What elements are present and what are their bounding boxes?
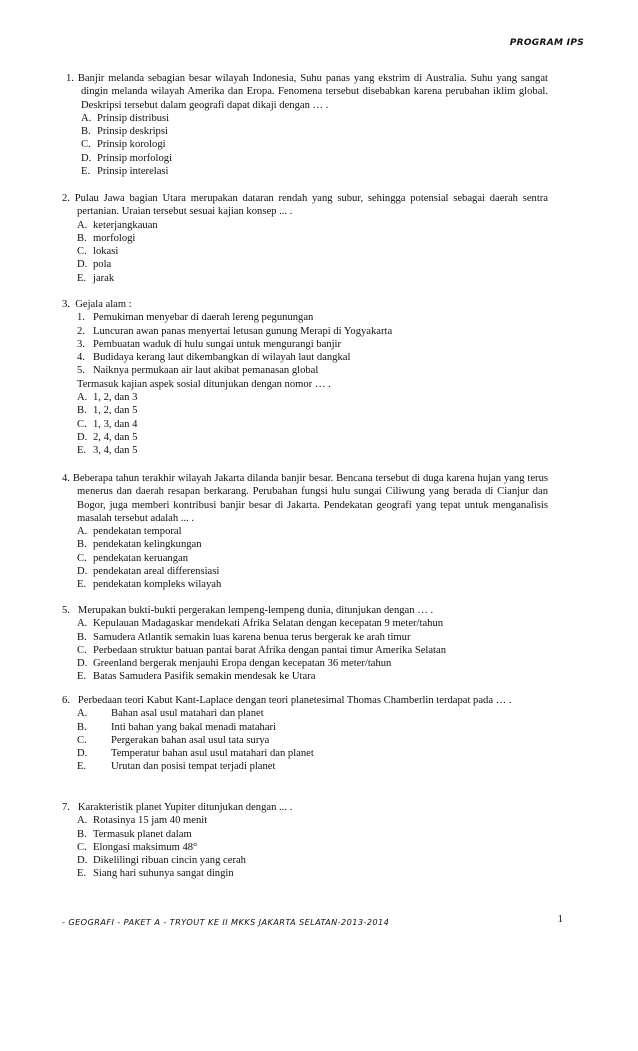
option bbox=[62, 552, 548, 565]
list-item bbox=[62, 338, 548, 351]
question-text: Beberapa tahun terakhir wilayah Jakarta dilanda banjir besar. Bencana tersebut di duga karena hujan yang terus menerus dan daerah resapan berkarang. Perubahan fungsi hulu sungai Ciliwung yang berada di Cianjur dan Bogor, juga memberi kontribusi banjir besar di Jakarta. Pendekatan geografi yang tepat untuk menganalisis masalah tersebut adalah ... . bbox=[72, 473, 548, 524]
option bbox=[62, 747, 548, 760]
option-text: pendekatan keruangan bbox=[93, 552, 189, 564]
option-text: 3, 4, dan 5 bbox=[93, 445, 138, 457]
option-letter: C. bbox=[77, 246, 87, 258]
option bbox=[66, 125, 548, 138]
option-text: Prinsip korologi bbox=[97, 139, 166, 151]
item-text: Pemukiman menyebar di daerah lereng pegunungan bbox=[93, 312, 314, 324]
option-text: Prinsip morfologi bbox=[97, 152, 173, 164]
question-number: 5. bbox=[62, 605, 70, 616]
question-4 bbox=[62, 472, 548, 592]
option-letter: A. bbox=[77, 219, 88, 231]
question-number: 6. bbox=[62, 695, 70, 706]
question-stem bbox=[62, 192, 548, 219]
option-letter: C. bbox=[77, 734, 87, 746]
option-text: Dikelilingi ribuan cincin yang cerah bbox=[93, 855, 246, 867]
list-item bbox=[62, 311, 548, 324]
option-text: Bahan asal usul matahari dan planet bbox=[111, 708, 264, 720]
option-letter: A. bbox=[77, 526, 88, 538]
option-text: Prinsip interelasi bbox=[97, 166, 169, 178]
item-text: Budidaya kerang laut dikembangkan di wilayah laut dangkal bbox=[93, 352, 351, 364]
option-letter: A. bbox=[81, 112, 92, 124]
option-text: Inti bahan yang bakal menadi matahari bbox=[111, 721, 277, 733]
option-text: Prinsip distribusi bbox=[97, 112, 170, 124]
option bbox=[62, 538, 548, 551]
option bbox=[62, 272, 548, 285]
option-text: Batas Samudera Pasifik semakin mendesak ke Utara bbox=[93, 671, 316, 683]
option bbox=[66, 112, 548, 125]
option bbox=[62, 867, 548, 880]
item-number: 5. bbox=[77, 365, 85, 377]
option bbox=[62, 644, 548, 657]
option bbox=[62, 707, 548, 720]
option bbox=[66, 165, 548, 178]
option bbox=[62, 565, 548, 578]
option bbox=[62, 418, 548, 431]
option-text: Temperatur bahan asul usul matahari dan planet bbox=[111, 748, 314, 760]
question-stem bbox=[62, 694, 548, 707]
item-number: 2. bbox=[77, 325, 85, 337]
option bbox=[62, 854, 548, 867]
option bbox=[62, 444, 548, 457]
option-text: Pergerakan bahan asal usul tata surya bbox=[111, 734, 270, 746]
option-text: jarak bbox=[93, 272, 115, 284]
option-letter: B. bbox=[77, 232, 87, 244]
option-text: pendekatan temporal bbox=[93, 526, 182, 538]
option-letter: D. bbox=[77, 431, 88, 443]
question-stem bbox=[62, 604, 548, 617]
question-1 bbox=[66, 72, 548, 178]
option bbox=[62, 219, 548, 232]
option-letter: B. bbox=[77, 405, 87, 417]
option bbox=[62, 404, 548, 417]
option-text: 1, 2, dan 3 bbox=[93, 392, 138, 404]
option bbox=[62, 617, 548, 630]
option bbox=[62, 657, 548, 670]
question-number: 4. bbox=[62, 473, 70, 484]
question-number: 3. bbox=[62, 299, 70, 310]
option-text: pendekatan kompleks wilayah bbox=[93, 579, 222, 591]
option-letter: C. bbox=[77, 418, 87, 430]
option bbox=[62, 721, 548, 734]
option-letter: D. bbox=[77, 855, 88, 867]
question-text: Perbedaan teori Kabut Kant-Laplace dengan teori planetesimal Thomas Chamberlin terdapat pada … . bbox=[77, 695, 512, 706]
item-number: 4. bbox=[77, 352, 85, 364]
option-text: pola bbox=[93, 259, 112, 271]
item-text: Pembuatan waduk di hulu sungai untuk mengurangi banjir bbox=[93, 338, 342, 350]
option-text: morfologi bbox=[93, 232, 136, 244]
option bbox=[62, 828, 548, 841]
option-text: 1, 3, dan 4 bbox=[93, 418, 138, 430]
option-text: pendekatan kelingkungan bbox=[93, 539, 202, 551]
option bbox=[62, 525, 548, 538]
question-text: Banjir melanda sebagian besar wilayah Indonesia, Suhu panas yang ekstrim di Australia. Suhu yang sangat dingin melanda wilayah Amerika dan Eropa. Fenomena tersebut disebabkan karena perubahan iklim global. Deskripsi tersebut dalam geografi dapat dikaji dengan … . bbox=[77, 73, 548, 111]
option-text: Rotasinya 15 jam 40 menit bbox=[93, 815, 208, 827]
option-text: keterjangkauan bbox=[93, 219, 158, 231]
option-text: 1, 2, dan 5 bbox=[93, 405, 138, 417]
option-letter: E. bbox=[77, 671, 87, 683]
option-letter: C. bbox=[81, 139, 91, 151]
option-text: Elongasi maksimum 48° bbox=[93, 841, 198, 853]
option-letter: D. bbox=[77, 259, 88, 271]
option bbox=[62, 670, 548, 683]
option-text: Termasuk planet dalam bbox=[93, 828, 192, 840]
option-letter: C. bbox=[77, 644, 87, 656]
option-letter: C. bbox=[77, 552, 87, 564]
option-text: lokasi bbox=[93, 246, 119, 258]
question-text: Karakteristik planet Yupiter ditunjukan dengan ... . bbox=[77, 802, 293, 813]
option-letter: D. bbox=[77, 566, 88, 578]
option-letter: E. bbox=[77, 868, 87, 880]
question-tail: Termasuk kajian aspek sosial ditunjukan dengan nomor … . bbox=[77, 378, 331, 390]
question-7 bbox=[62, 801, 548, 881]
question-text: Gejala alam : bbox=[75, 299, 132, 310]
question-5 bbox=[62, 604, 548, 684]
question-2 bbox=[62, 192, 548, 285]
option bbox=[66, 152, 548, 165]
option-letter: D. bbox=[77, 748, 88, 760]
option bbox=[62, 431, 548, 444]
question-stem bbox=[62, 298, 548, 311]
option-letter: A. bbox=[77, 618, 88, 630]
option-letter: E. bbox=[81, 166, 91, 178]
list-item bbox=[62, 351, 548, 364]
page-number: 1 bbox=[557, 913, 563, 925]
option bbox=[62, 760, 548, 773]
item-number: 3. bbox=[77, 338, 85, 350]
question-stem bbox=[66, 72, 548, 112]
option-letter: A. bbox=[77, 815, 88, 827]
option bbox=[62, 734, 548, 747]
option bbox=[62, 391, 548, 404]
option-letter: B. bbox=[77, 631, 87, 643]
option-text: Samudera Atlantik semakin luas karena benua terus bergerak ke arah timur bbox=[93, 631, 411, 643]
question-number: 2. bbox=[62, 193, 70, 204]
option bbox=[66, 138, 548, 151]
option bbox=[62, 814, 548, 827]
option-letter: D. bbox=[81, 152, 92, 164]
option bbox=[62, 232, 548, 245]
item-text: Luncuran awan panas menyertai letusan gunung Merapi di Yogyakarta bbox=[93, 325, 393, 337]
option-text: 2, 4, dan 5 bbox=[93, 431, 138, 443]
option-text: Prinsip deskripsi bbox=[97, 126, 168, 138]
option bbox=[62, 258, 548, 271]
question-text: Merupakan bukti-bukti pergerakan lempeng-lempeng dunia, ditunjukan dengan … . bbox=[77, 605, 434, 616]
option-text: Kepulauan Madagaskar mendekati Afrika Selatan dengan kecepatan 9 meter/tahun bbox=[93, 618, 444, 630]
program-label: PROGRAM IPS bbox=[509, 38, 584, 48]
question-text: Pulau Jawa bagian Utara merupakan dataran rendah yang subur, sehingga potensial sebagai daerah sentra pertanian. Uraian tersebut sesuai kajian konsep ... . bbox=[74, 193, 548, 218]
list-item bbox=[62, 325, 548, 338]
option-letter: A. bbox=[77, 392, 88, 404]
option-letter: A. bbox=[77, 708, 88, 720]
option bbox=[62, 631, 548, 644]
option-text: pendekatan areal differensiasi bbox=[93, 566, 220, 578]
page-footer: - GEOGRAFI - PAKET A - TRYOUT KE II MKKS JAKARTA SELATAN-2013-2014 bbox=[62, 917, 390, 927]
list-item bbox=[62, 364, 548, 377]
option bbox=[62, 578, 548, 591]
option-letter: B. bbox=[77, 721, 87, 733]
option bbox=[62, 841, 548, 854]
option-letter: E. bbox=[77, 272, 87, 284]
option-letter: C. bbox=[77, 841, 87, 853]
question-3 bbox=[62, 298, 548, 458]
option-letter: B. bbox=[77, 539, 87, 551]
option-text: Greenland bergerak menjauhi Eropa dengan kecepatan 36 meter/tahun bbox=[93, 658, 392, 670]
question-number: 1. bbox=[66, 73, 74, 84]
option-letter: E. bbox=[77, 579, 87, 591]
option-letter: E. bbox=[77, 761, 87, 773]
option-letter: D. bbox=[77, 658, 88, 670]
question-6 bbox=[62, 694, 548, 774]
option-letter: B. bbox=[81, 126, 91, 138]
option-letter: B. bbox=[77, 828, 87, 840]
question-number: 7. bbox=[62, 802, 70, 813]
option-text: Siang hari suhunya sangat dingin bbox=[93, 868, 234, 880]
question-stem bbox=[62, 801, 548, 814]
option-text: Urutan dan posisi tempat terjadi planet bbox=[111, 761, 276, 773]
option-letter: E. bbox=[77, 445, 87, 457]
question-stem bbox=[62, 472, 548, 525]
item-text: Naiknya permukaan air laut akibat pemanasan global bbox=[93, 365, 319, 377]
item-number: 1. bbox=[77, 312, 85, 324]
option-text: Perbedaan struktur batuan pantai barat Afrika dengan pantai timur Amerika Selatan bbox=[93, 644, 447, 656]
option bbox=[62, 245, 548, 258]
